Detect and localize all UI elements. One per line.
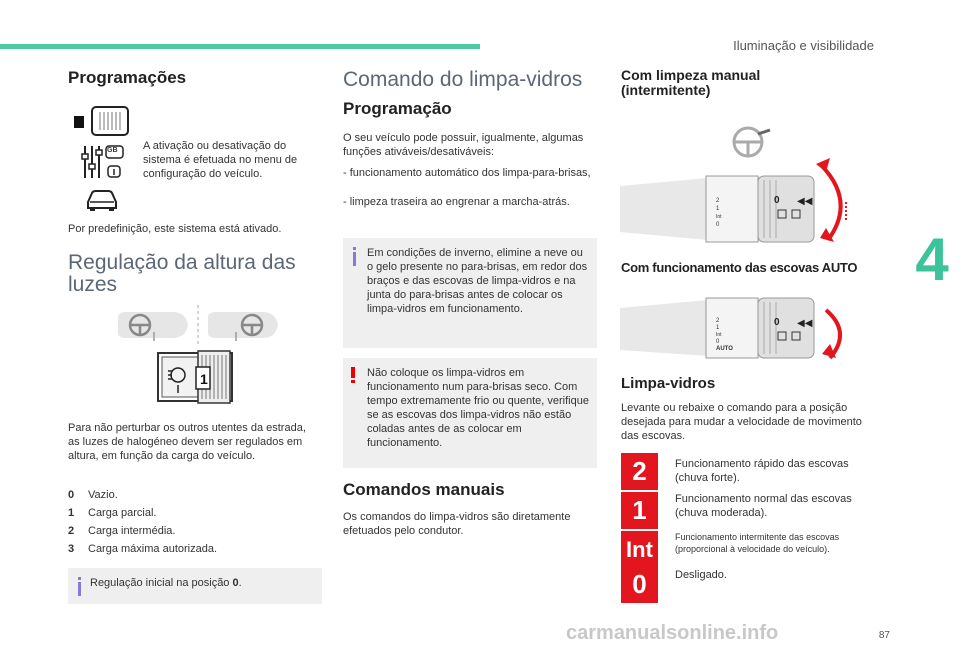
stalk-tick-1: 1 bbox=[716, 206, 720, 212]
position-3-row: 3 Carga máxima autorizada. bbox=[68, 543, 218, 555]
programacao-title: Programação bbox=[343, 99, 452, 118]
stalk-auto-tick-1: 1 bbox=[716, 325, 720, 331]
gb-label: GB bbox=[107, 147, 118, 154]
mode-badge-0: 0 bbox=[621, 566, 658, 603]
info-box-winter bbox=[343, 238, 597, 348]
mode-badge-2: 2 bbox=[621, 453, 658, 490]
stalk-tick-2: 2 bbox=[716, 198, 720, 204]
svg-text:◀◀: ◀◀ bbox=[797, 318, 813, 329]
info-box-initial-setting bbox=[68, 568, 322, 604]
stalk-tick-0: 0 bbox=[716, 222, 720, 228]
mode-badge-1: 1 bbox=[621, 492, 658, 529]
wiper-stalk-auto-diagram bbox=[620, 292, 856, 364]
manual-controls-title: Comandos manuais bbox=[343, 480, 505, 499]
warning-box-dry-windscreen bbox=[343, 358, 597, 468]
manual-clean-title: Com limpeza manual (intermitente) bbox=[621, 67, 761, 98]
warning-text: Não coloque os limpa-vidros em funcionamento num para-brisas seco. Com tempo extremamente frio ou quente, verifique se as escovas dos limpa-vidros não estão coladas antes de as colocar em funcionamento. bbox=[367, 367, 589, 449]
wiper-control-title: Comando do limpa-vidros bbox=[343, 68, 583, 91]
auto-wipers-title: Com funcionamento das escovas AUTO bbox=[621, 260, 858, 275]
height-adjust-title: Regulação da altura das luzes bbox=[68, 251, 296, 296]
programacoes-text: A ativação ou desativação do sistema é efetuada no menu de configuração do veículo. bbox=[143, 140, 298, 180]
position-1-row: 1 Carga parcial. bbox=[68, 507, 157, 519]
default-text: Por predefinição, este sistema está ativado. bbox=[68, 223, 282, 235]
svg-text:1: 1 bbox=[200, 371, 208, 387]
stalk-auto-label: AUTO bbox=[716, 346, 733, 352]
height-adjust-text: Para não perturbar os outros utentes da estrada, as luzes de halogéneo devem ser regulados em altura, em função da carga do veículo. bbox=[68, 422, 306, 462]
stalk-auto-tick-int: Int bbox=[716, 332, 722, 338]
mode-text-0: Desligado. bbox=[675, 569, 727, 581]
manual-controls-text: Os comandos do limpa-vidros são diretamente efetuados pelo condutor. bbox=[343, 511, 571, 537]
stalk-auto-tick-2: 2 bbox=[716, 318, 720, 324]
wipers-text: Levante ou rebaixe o comando para a posição desejada para mudar a velocidade de movimento das escovas. bbox=[621, 402, 862, 442]
position-2-row: 2 Carga intermédia. bbox=[68, 525, 176, 537]
bullet-auto-wipers: - funcionamento automático dos limpa-para-brisas, bbox=[343, 167, 591, 179]
stalk-auto-zero: 0 bbox=[774, 317, 780, 328]
wiper-stalk-manual-diagram bbox=[620, 118, 856, 250]
programacao-intro: O seu veículo pode possuir, igualmente, algumas funções ativáveis/desativáveis: bbox=[343, 132, 584, 158]
stalk-auto-tick-0: 0 bbox=[716, 339, 720, 345]
position-0-row: 0 Vazio. bbox=[68, 489, 118, 501]
svg-text:◀◀: ◀◀ bbox=[797, 196, 813, 207]
section-title: Iluminação e visibilidade bbox=[733, 38, 874, 53]
winter-text: Em condições de inverno, elimine a neve ou o gelo presente no para-brisas, em redor dos braços e das escovas de limpa-vidros e na junta do para-brisas antes de colocar os limpa-vidros em funcionamento. bbox=[367, 247, 588, 315]
stalk-tick-int: Int bbox=[716, 214, 722, 220]
watermark: carmanualsonline.info bbox=[566, 622, 779, 644]
stalk-zero: 0 bbox=[774, 195, 780, 206]
display-screen-icon bbox=[74, 104, 132, 138]
mode-text-2: Funcionamento rápido das escovas (chuva forte). bbox=[675, 458, 849, 484]
programacoes-title: Programações bbox=[68, 68, 187, 87]
initial-setting-text: Regulação inicial na posição 0. bbox=[90, 577, 242, 589]
header-accent-bar bbox=[0, 44, 480, 49]
vehicle-icon bbox=[84, 188, 120, 212]
page-number: 87 bbox=[878, 630, 890, 641]
mode-text-int: Funcionamento intermitente das escovas (proporcional à velocidade do veículo). bbox=[675, 532, 840, 554]
headlamp-adjust-diagram bbox=[112, 305, 282, 405]
chapter-number: 4 bbox=[915, 226, 949, 293]
bullet-rear-wiper: - limpeza traseira ao engrenar a marcha-atrás. bbox=[343, 196, 570, 208]
mode-text-1: Funcionamento normal das escovas (chuva moderada). bbox=[675, 493, 852, 519]
mode-badge-int: Int bbox=[621, 531, 658, 568]
wipers-title: Limpa-vidros bbox=[621, 375, 716, 392]
